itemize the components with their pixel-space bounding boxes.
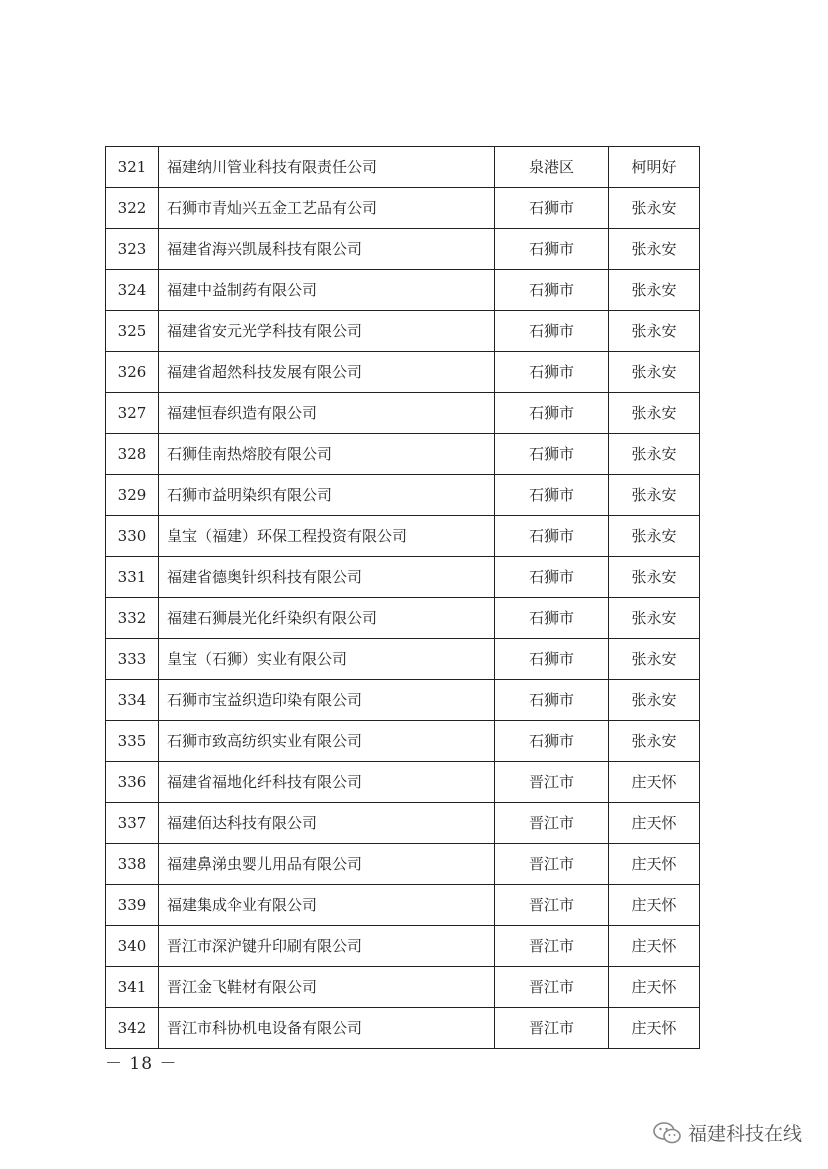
- contact-person: 庄天怀: [609, 885, 700, 926]
- row-number: 342: [106, 1008, 159, 1049]
- contact-person: 张永安: [609, 516, 700, 557]
- row-number: 326: [106, 352, 159, 393]
- contact-person: 张永安: [609, 270, 700, 311]
- contact-person: 张永安: [609, 557, 700, 598]
- contact-person: 张永安: [609, 721, 700, 762]
- company-name: 福建恒春织造有限公司: [159, 393, 495, 434]
- table-row: [106, 721, 700, 762]
- row-number: 335: [106, 721, 159, 762]
- company-name: 福建省海兴凯晟科技有限公司: [159, 229, 495, 270]
- table-row: [106, 393, 700, 434]
- company-name: 福建佰达科技有限公司: [159, 803, 495, 844]
- region: 石狮市: [495, 557, 609, 598]
- company-name: 皇宝（石狮）实业有限公司: [159, 639, 495, 680]
- page-number: － 18 －: [105, 1054, 178, 1074]
- contact-person: 庄天怀: [609, 1008, 700, 1049]
- region: 晋江市: [495, 803, 609, 844]
- contact-person: 庄天怀: [609, 967, 700, 1008]
- company-name: 石狮市青灿兴五金工艺品有公司: [159, 188, 495, 229]
- company-name: 福建纳川管业科技有限责任公司: [159, 147, 495, 188]
- company-name: 福建省安元光学科技有限公司: [159, 311, 495, 352]
- row-number: 322: [106, 188, 159, 229]
- contact-person: 张永安: [609, 639, 700, 680]
- row-number: 323: [106, 229, 159, 270]
- table-row: [106, 434, 700, 475]
- watermark-text: 福建科技在线: [687, 1123, 802, 1145]
- table-row: [106, 598, 700, 639]
- table-row: [106, 762, 700, 803]
- row-number: 321: [106, 147, 159, 188]
- row-number: 329: [106, 475, 159, 516]
- region: 石狮市: [495, 516, 609, 557]
- region: 晋江市: [495, 844, 609, 885]
- company-name: 福建集成伞业有限公司: [159, 885, 495, 926]
- contact-person: 庄天怀: [609, 926, 700, 967]
- region: 石狮市: [495, 721, 609, 762]
- company-name: 石狮市致高纺织实业有限公司: [159, 721, 495, 762]
- contact-person: 张永安: [609, 598, 700, 639]
- table-row: [106, 844, 700, 885]
- contact-person: 柯明好: [609, 147, 700, 188]
- region: 石狮市: [495, 598, 609, 639]
- region: 石狮市: [495, 270, 609, 311]
- company-name: 福建中益制药有限公司: [159, 270, 495, 311]
- region: 石狮市: [495, 475, 609, 516]
- row-number: 328: [106, 434, 159, 475]
- table-row: [106, 229, 700, 270]
- wechat-icon: [652, 1121, 682, 1145]
- contact-person: 庄天怀: [609, 762, 700, 803]
- table-row: [106, 352, 700, 393]
- company-name: 福建省超然科技发展有限公司: [159, 352, 495, 393]
- company-table: [105, 146, 700, 1049]
- contact-person: 庄天怀: [609, 803, 700, 844]
- table-body: [106, 147, 700, 1049]
- row-number: 339: [106, 885, 159, 926]
- contact-person: 张永安: [609, 229, 700, 270]
- company-name: 石狮市益明染织有限公司: [159, 475, 495, 516]
- contact-person: 张永安: [609, 393, 700, 434]
- region: 石狮市: [495, 680, 609, 721]
- row-number: 330: [106, 516, 159, 557]
- region: 石狮市: [495, 352, 609, 393]
- watermark: [652, 1119, 802, 1146]
- company-name: 石狮市宝益织造印染有限公司: [159, 680, 495, 721]
- contact-person: 张永安: [609, 352, 700, 393]
- table-row: [106, 188, 700, 229]
- table-row: [106, 680, 700, 721]
- region: 晋江市: [495, 885, 609, 926]
- company-name: 石狮佳南热熔胶有限公司: [159, 434, 495, 475]
- company-name: 晋江金飞鞋材有限公司: [159, 967, 495, 1008]
- row-number: 341: [106, 967, 159, 1008]
- row-number: 332: [106, 598, 159, 639]
- company-name: 福建鼻涕虫婴儿用品有限公司: [159, 844, 495, 885]
- company-name: 福建石狮晨光化纤染织有限公司: [159, 598, 495, 639]
- region: 晋江市: [495, 967, 609, 1008]
- table-row: [106, 885, 700, 926]
- table-row: [106, 311, 700, 352]
- company-name: 福建省福地化纤科技有限公司: [159, 762, 495, 803]
- table-row: [106, 516, 700, 557]
- row-number: 327: [106, 393, 159, 434]
- table-row: [106, 639, 700, 680]
- row-number: 331: [106, 557, 159, 598]
- table-row: [106, 803, 700, 844]
- region: 泉港区: [495, 147, 609, 188]
- region: 晋江市: [495, 762, 609, 803]
- row-number: 325: [106, 311, 159, 352]
- region: 石狮市: [495, 639, 609, 680]
- table-row: [106, 475, 700, 516]
- row-number: 333: [106, 639, 159, 680]
- region: 石狮市: [495, 188, 609, 229]
- region: 石狮市: [495, 229, 609, 270]
- region: 石狮市: [495, 393, 609, 434]
- company-name: 晋江市深沪键升印刷有限公司: [159, 926, 495, 967]
- table-row: [106, 270, 700, 311]
- company-name: 皇宝（福建）环保工程投资有限公司: [159, 516, 495, 557]
- contact-person: 张永安: [609, 311, 700, 352]
- region: 晋江市: [495, 926, 609, 967]
- row-number: 336: [106, 762, 159, 803]
- row-number: 334: [106, 680, 159, 721]
- company-name: 晋江市科协机电设备有限公司: [159, 1008, 495, 1049]
- company-name: 福建省德奥针织科技有限公司: [159, 557, 495, 598]
- row-number: 324: [106, 270, 159, 311]
- contact-person: 张永安: [609, 434, 700, 475]
- row-number: 337: [106, 803, 159, 844]
- table-row: [106, 926, 700, 967]
- table-row: [106, 557, 700, 598]
- region: 石狮市: [495, 311, 609, 352]
- contact-person: 张永安: [609, 680, 700, 721]
- row-number: 340: [106, 926, 159, 967]
- row-number: 338: [106, 844, 159, 885]
- table-row: [106, 967, 700, 1008]
- contact-person: 张永安: [609, 475, 700, 516]
- region: 晋江市: [495, 1008, 609, 1049]
- region: 石狮市: [495, 434, 609, 475]
- table-row: [106, 147, 700, 188]
- table-row: [106, 1008, 700, 1049]
- contact-person: 张永安: [609, 188, 700, 229]
- contact-person: 庄天怀: [609, 844, 700, 885]
